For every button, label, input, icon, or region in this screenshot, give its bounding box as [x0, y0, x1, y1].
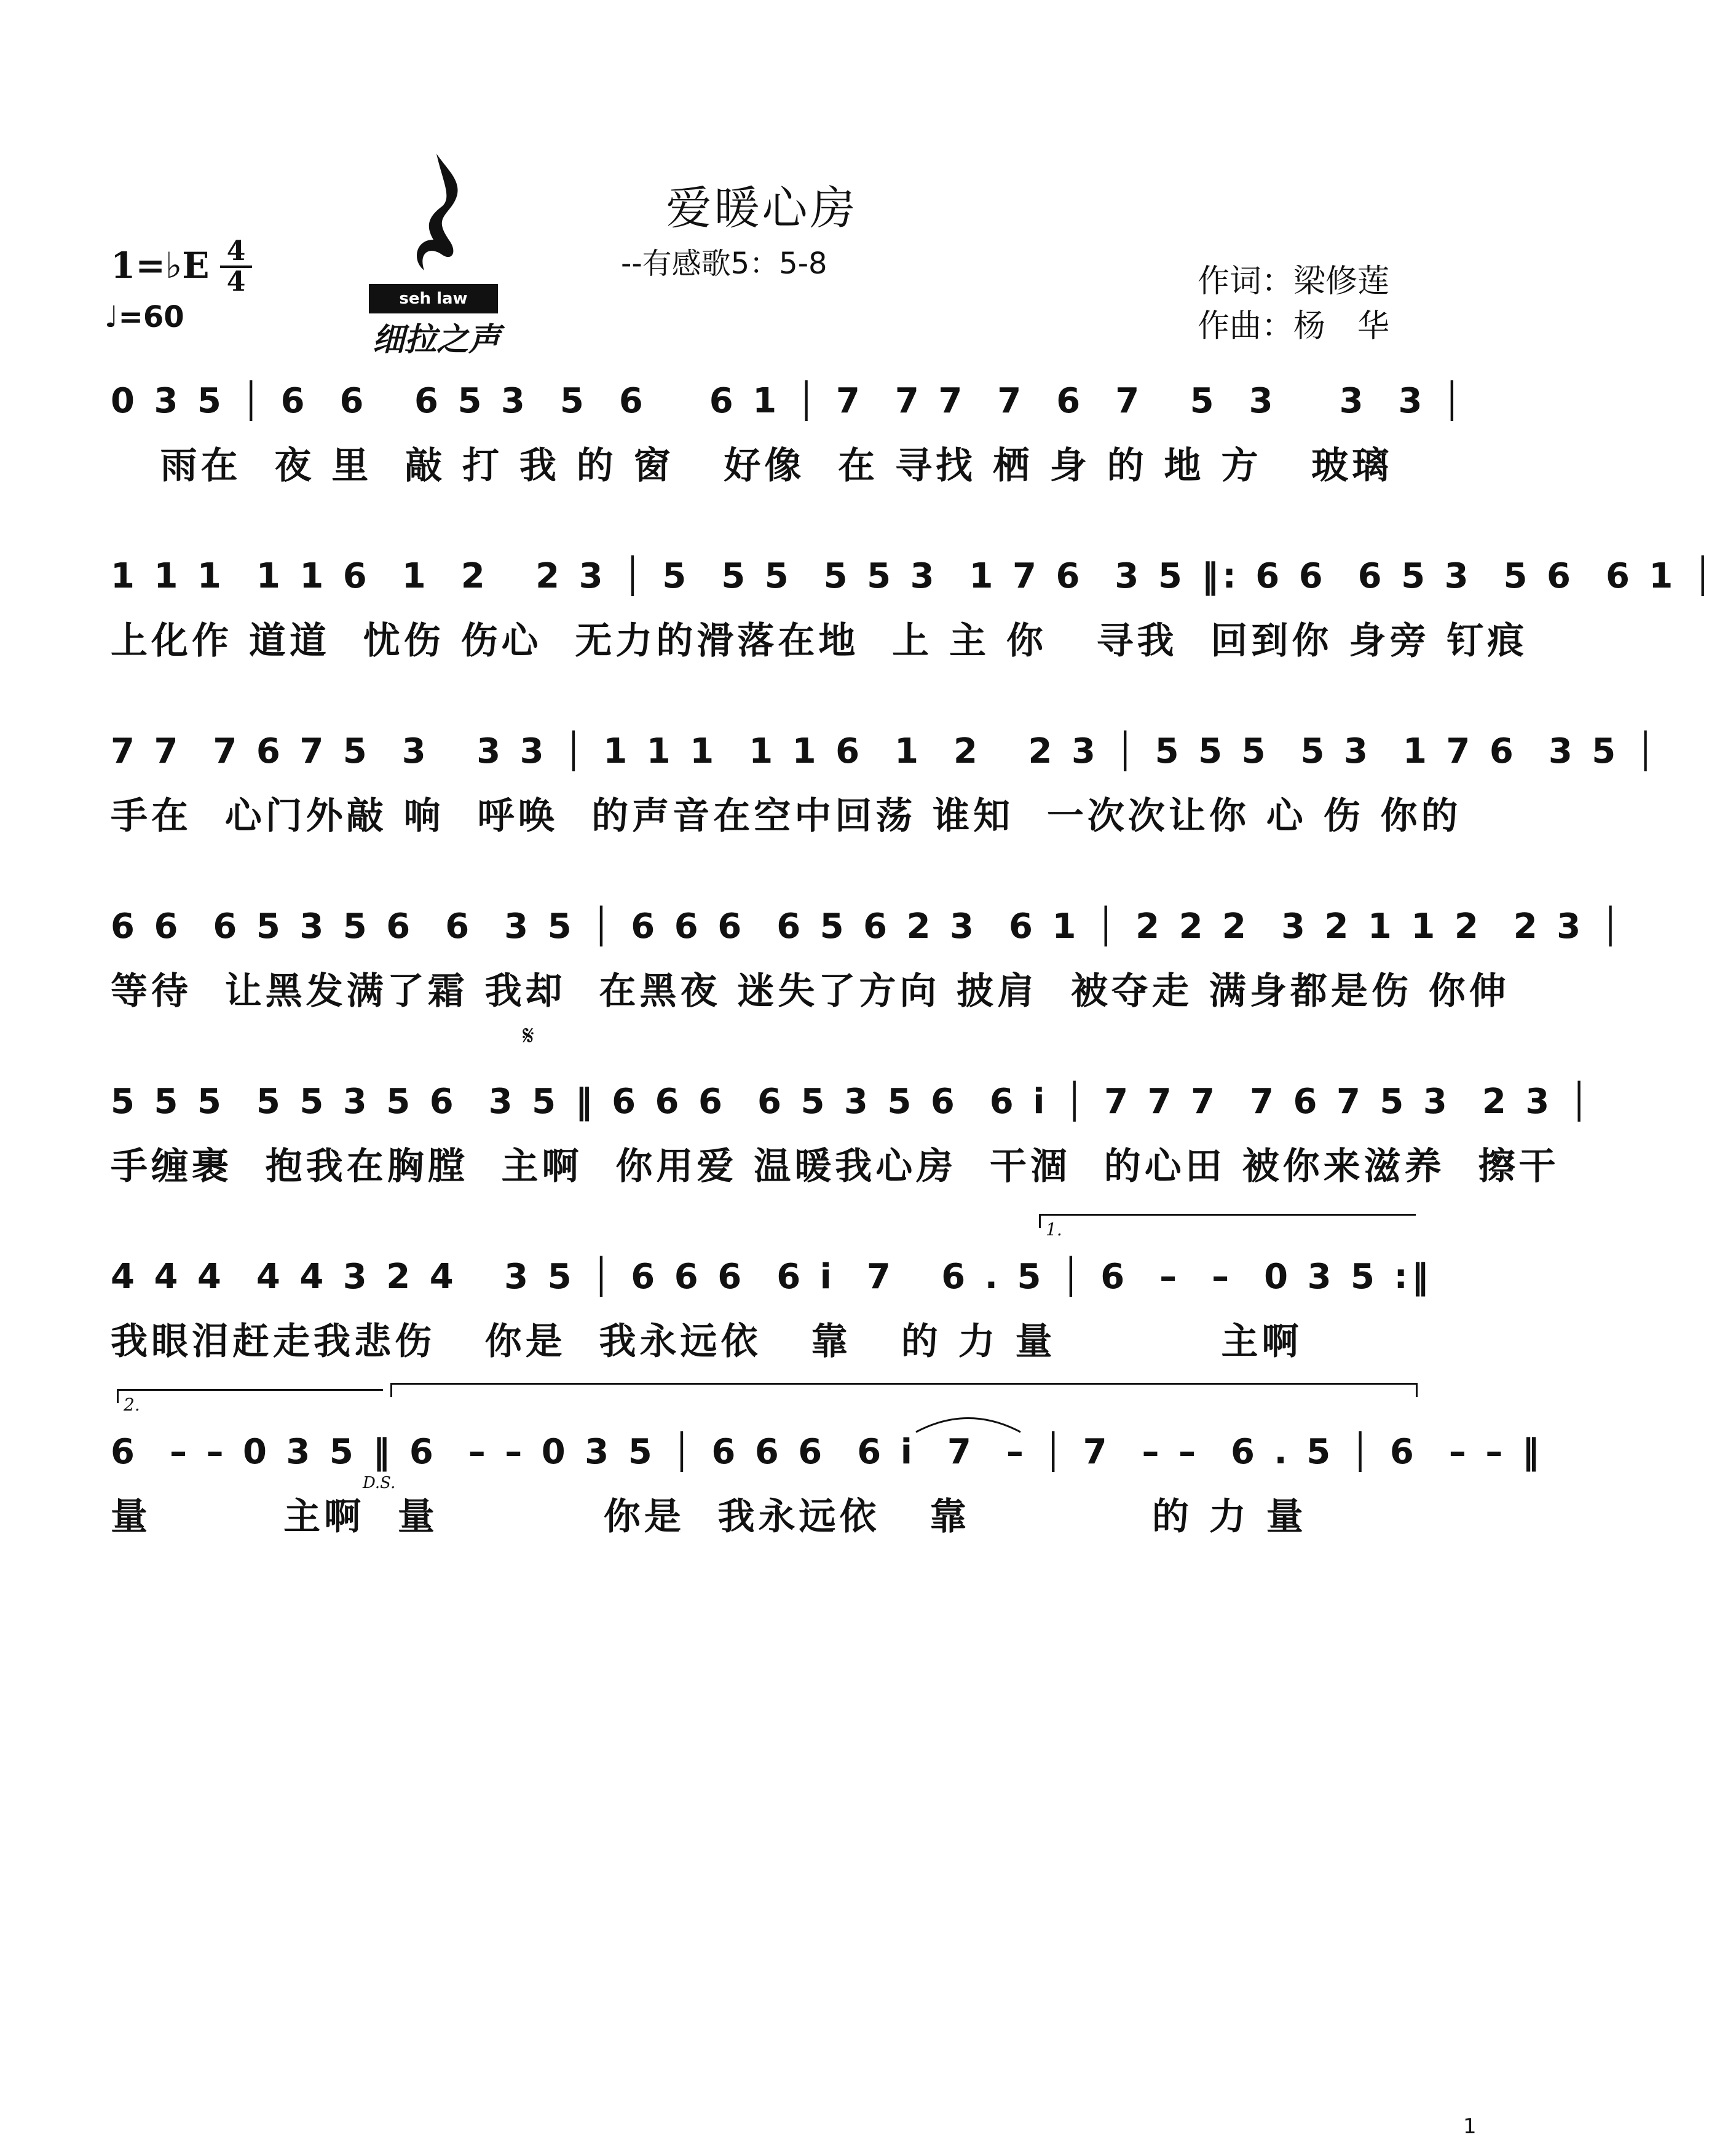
ds-mark: D.S. [363, 1474, 396, 1492]
song-subtitle: --有感歌5：5-8 [621, 246, 827, 281]
meter-top: 4 [226, 235, 246, 267]
lyric-line: 我眼泪赶走我悲伤 你是 我永远依 靠 的 力 量 主啊 [111, 1320, 1303, 1363]
note-text: 5 5 5 5 5 3 5 6 3 5 ‖ 6 6 6 6 5 3 5 6 6 i │ 7 7 7 7 6 7 5 3 2 3 │ [111, 1082, 1593, 1122]
logo-band: seh law [369, 284, 498, 313]
volta-bracket-1 [1039, 1214, 1416, 1240]
lyric-line: 量 主啊 量 你是 我永远依 靠 的 力 量 [111, 1495, 1307, 1538]
note-line [105, 538, 1717, 612]
lyric-line: 等待 让黑发满了霜 我却 在黑夜 迷失了方向 披肩 被夺走 满身都是伤 你伸 [111, 970, 1510, 1013]
note-text: 1 1 1 1 1 6 1 2 2 3 │ 5 5 5 5 5 3 1 7 6 3 5 ‖: 6 6 6 5 3 5 6 6 1 │ [111, 556, 1717, 596]
composer-credit: 作曲：杨 华 [1198, 308, 1390, 345]
coda-bracket [390, 1383, 1418, 1397]
volta-2-label: 2. [124, 1395, 140, 1415]
note-line [105, 1063, 1593, 1137]
volta-1-label: 1. [1046, 1219, 1062, 1240]
lyric-line: 手在 心门外敲 响 呼唤 的声音在空中回荡 谁知 一次次让你 心 伤 你的 [111, 795, 1462, 838]
brand-logo [344, 148, 529, 358]
song-title: 爱暖心房 [666, 182, 858, 235]
page-number: 1 [1463, 2114, 1477, 2139]
score-system-1 [105, 363, 1466, 522]
note-line [105, 713, 1660, 787]
score-system-5 [105, 1020, 1593, 1223]
note-text: 0 3 5 │ 6 6 6 5 3 5 6 6 1 │ 7 7 7 7 6 7 5 3 3 3 │ [111, 381, 1466, 421]
note-text: 6 – – 0 3 5 ‖ 6 – – 0 3 5 │ 6 6 6 6 i 7 – │ 7 – – 6 . 5 │ 6 – – ‖ [111, 1432, 1543, 1472]
score-system-2 [105, 538, 1717, 698]
note-text: 7 7 7 6 7 5 3 3 3 │ 1 1 1 1 1 6 1 2 2 3 │ 5 5 5 5 3 1 7 6 3 5 │ [111, 731, 1660, 771]
lyric-line: 手缠裹 抱我在胸膛 主啊 你用爱 温暖我心房 干涸 的心田 被你来滋养 擦干 [111, 1145, 1560, 1188]
lyric-line: 上化作 道道 忧伤 伤心 无力的滑落在地 上 主 你 寻我 回到你 身旁 钉痕 [111, 620, 1528, 663]
score-system-7 [105, 1395, 1543, 1573]
segno-mark: 𝄋 [523, 1020, 534, 1052]
note-text: 4 4 4 4 4 3 2 4 3 5 │ 6 6 6 6 i 7 6 . 5 │ 6 – – 0 3 5 :‖ [111, 1257, 1432, 1297]
lyricist-credit: 作词：梁修莲 [1198, 263, 1390, 300]
logo-brand-name: 细拉之声 [372, 321, 500, 358]
score-system-4 [105, 888, 1625, 1048]
meter-bottom: 4 [226, 266, 246, 297]
volta-bracket-2 [117, 1389, 383, 1415]
note-line [105, 1238, 1432, 1312]
score-system-6 [105, 1219, 1432, 1398]
lyric-line: 雨在 夜 里 敲 打 我 的 窗 好像 在 寻找 栖 身 的 地 方 玻璃 [111, 444, 1393, 487]
note-line [105, 1414, 1543, 1487]
note-line [105, 363, 1466, 436]
note-text: 6 6 6 5 3 5 6 6 3 5 │ 6 6 6 6 5 6 2 3 6 1 │ 2 2 2 3 2 1 1 2 2 3 │ [111, 907, 1625, 946]
note-line [105, 888, 1625, 962]
key-signature: 1=♭E [111, 245, 210, 286]
score-system-3 [105, 713, 1660, 873]
time-signature [220, 235, 252, 297]
tempo-marking: ♩=60 [105, 300, 184, 334]
quarter-rest-icon [344, 148, 529, 289]
